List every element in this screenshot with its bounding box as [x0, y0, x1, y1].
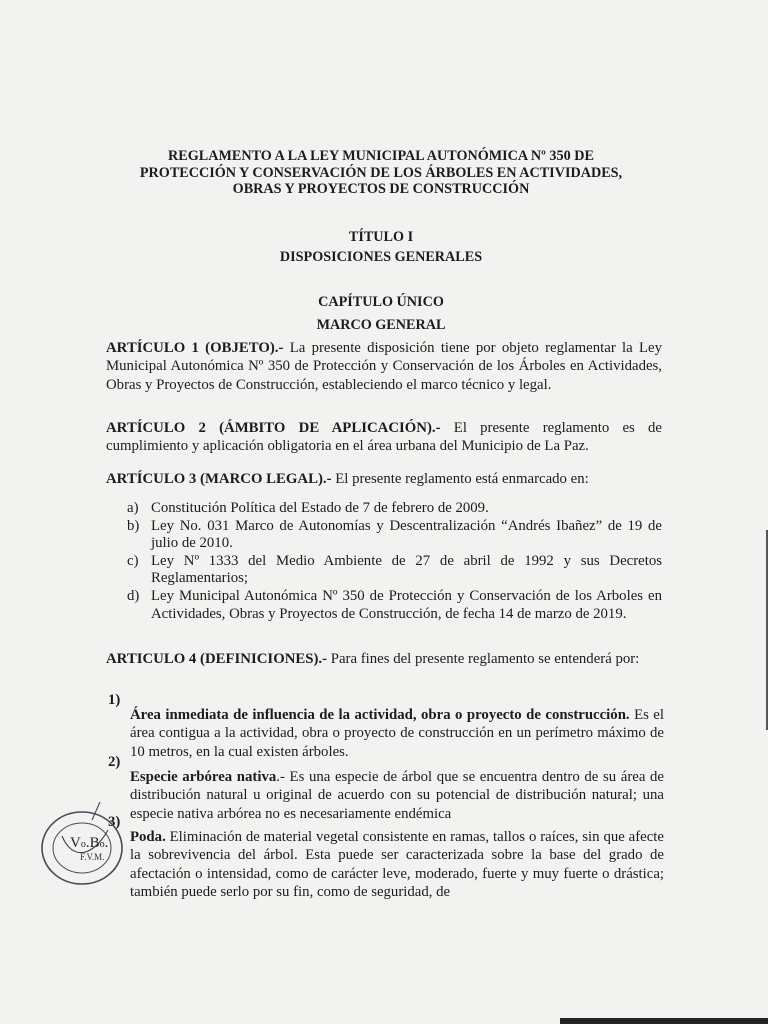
article-3-label: ARTÍCULO 3 (MARCO LEGAL).- — [106, 471, 332, 487]
article-1 — [106, 339, 662, 394]
titulo-heading: TÍTULO I — [348, 229, 414, 245]
definition-term: Área inmediata de influencia de la actividad, obra o proyecto de construcción. — [130, 706, 630, 723]
list-item-letter: d) — [127, 587, 140, 604]
list-item — [127, 588, 662, 623]
definition-number: 3) — [108, 814, 121, 830]
definition-text: Eliminación de material vegetal consistente en ramas, tallos o raíces, sin que afecte la sobrevivencia del árbol. Esta puede ser caracterizada sobre la base del grado de afectación o intensidad, como de carácter leve, moderado, fuerte y muy fuerte o drástica; también puede serlo por su fin, como de seguridad, de — [130, 828, 664, 901]
capitulo-heading: CAPÍTULO ÚNICO — [318, 294, 444, 310]
list-item-text: Ley No. 031 Marco de Autonomías y Descentralización “Andrés Ibañez” de 19 de julio de 2010. — [151, 517, 662, 552]
article-4-text: Para fines del presente reglamento se entenderá por: — [327, 651, 640, 667]
legal-framework-list — [127, 500, 662, 623]
list-item — [127, 500, 662, 518]
definition-term: Especie arbórea nativa — [130, 768, 277, 785]
list-item-letter: c) — [127, 552, 139, 569]
title-line-2: PROTECCIÓN Y CONSERVACIÓN DE LOS ÁRBOLES EN ACTIVIDADES, — [139, 164, 623, 181]
svg-text:Vo.Bo.: Vo.Bo. — [70, 835, 109, 851]
definition-number: 2) — [108, 754, 121, 770]
article-4 — [106, 650, 662, 668]
list-item-text: Ley Municipal Autonómica Nº 350 de Protección y Conservación de los Arboles en Actividades, Obras y Proyectos de Construcción, de fecha 14 de marzo de 2019. — [151, 587, 662, 622]
list-item-text: Constitución Política del Estado de 7 de febrero de 2009. — [151, 500, 489, 516]
disposiciones-heading: DISPOSICIONES GENERALES — [279, 249, 483, 265]
list-item — [127, 518, 662, 553]
scan-bottom-mark — [560, 1018, 768, 1024]
title-line-3: OBRAS Y PROYECTOS DE CONSTRUCCIÓN — [232, 181, 530, 197]
approval-stamp — [34, 800, 130, 890]
definition-term: Poda. — [130, 828, 166, 845]
definition-text: .- Es una especie de árbol que se encuentra dentro de su área de distribución natural u original de acuerdo con su potencial de distribución natural; una especie nativa arbórea no es necesariamente endémica — [130, 768, 664, 822]
article-1-text: La presente disposición tiene por objeto reglamentar la Ley Municipal Autonómica Nº 350 de Protección y Conservación de los Árboles en Actividades, Obras y Proyectos de Construcción, estableciendo el marco técnico y legal. — [106, 340, 662, 393]
list-item — [127, 553, 662, 588]
marco-heading: MARCO GENERAL — [316, 317, 446, 333]
definition-number: 1) — [108, 692, 121, 708]
list-item-text: Ley Nº 1333 del Medio Ambiente de 27 de abril de 1992 y sus Decretos Reglamentarios; — [151, 552, 662, 587]
article-4-label: ARTICULO 4 (DEFINICIONES).- — [106, 651, 328, 667]
list-item-letter: b) — [127, 517, 140, 534]
document-title — [100, 148, 662, 198]
svg-text:F.V.M.: F.V.M. — [80, 852, 105, 862]
article-1-label: ARTÍCULO 1 (OBJETO).- — [106, 340, 284, 356]
definition-3 — [108, 813, 664, 916]
article-2 — [106, 419, 662, 456]
article-3 — [106, 470, 662, 488]
title-line-1: REGLAMENTO A LA LEY MUNICIPAL AUTONÓMICA Nº 350 DE — [168, 148, 594, 164]
list-item-letter: a) — [127, 500, 139, 516]
article-2-label: ARTÍCULO 2 (ÁMBITO DE APLICACIÓN).- — [106, 420, 441, 436]
article-2-text: El presente reglamento es de cumplimiento y aplicación obligatoria en el área urbana del Municipio de La Paz. — [106, 420, 663, 455]
article-3-text: El presente reglamento está enmarcado en: — [331, 471, 589, 487]
definition-text: Es el área contigua a la actividad, obra o proyecto de construcción en un perímetro máximo de 10 metros, en la cual existen árboles. — [130, 706, 664, 760]
